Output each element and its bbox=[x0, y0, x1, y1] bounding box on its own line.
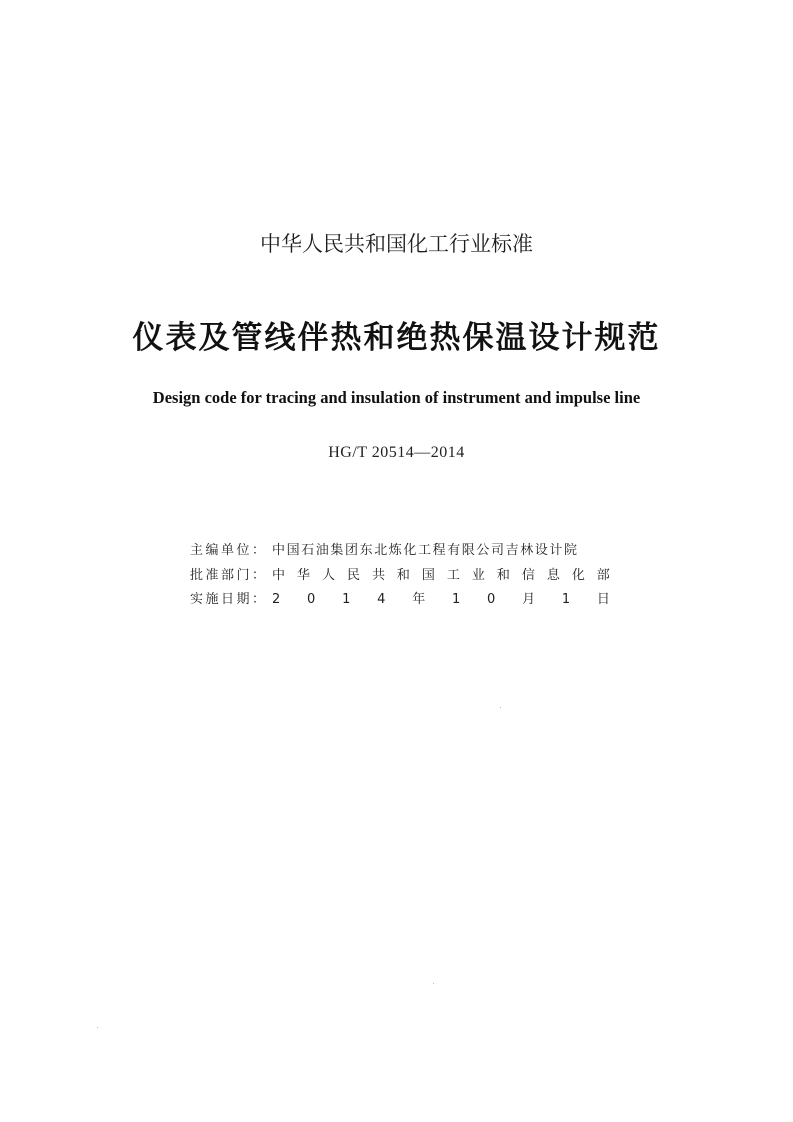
approver-char: 信 bbox=[521, 567, 535, 583]
approver-label: 批准部门： bbox=[190, 567, 268, 583]
date-char: 日 bbox=[596, 592, 610, 607]
approver-char: 华 bbox=[296, 567, 310, 583]
approver-value bbox=[272, 564, 610, 589]
editor-label: 主编单位： bbox=[190, 543, 268, 558]
date-char: 1 bbox=[451, 592, 461, 607]
approver-char: 民 bbox=[346, 567, 360, 583]
document-title-english: Design code for tracing and insulation of instrument and impulse line bbox=[152, 388, 641, 407]
publication-info bbox=[190, 539, 620, 613]
approver-char: 和 bbox=[496, 567, 510, 583]
approver-char: 工 bbox=[446, 567, 460, 583]
date-char: 1 bbox=[561, 592, 571, 607]
approver-char: 人 bbox=[321, 567, 335, 583]
date-char: 0 bbox=[487, 592, 496, 607]
approver-char: 息 bbox=[546, 567, 560, 583]
scan-speck bbox=[433, 983, 434, 984]
date-value bbox=[272, 588, 610, 613]
date-char: 4 bbox=[377, 592, 386, 607]
date-char: 年 bbox=[412, 592, 426, 607]
approver-char: 和 bbox=[396, 567, 410, 583]
editor-value: 中国石油集团东北炼化工程有限公司吉林设计院 bbox=[272, 543, 579, 558]
document-title-chinese: 仪表及管线伴热和绝热保温设计规范 bbox=[132, 320, 661, 356]
approver-char: 中 bbox=[272, 567, 286, 583]
scan-speck bbox=[500, 707, 501, 708]
date-char: 1 bbox=[342, 592, 351, 607]
approver-char: 化 bbox=[571, 567, 585, 583]
standard-code: HG/T 20514—2014 bbox=[328, 444, 465, 461]
standard-series-heading: 中华人民共和国化工行业标准 bbox=[260, 232, 533, 256]
approver-char: 业 bbox=[471, 567, 485, 583]
approver-row bbox=[190, 564, 620, 589]
date-char: 0 bbox=[307, 592, 316, 607]
editor-row bbox=[190, 539, 620, 564]
approver-char: 共 bbox=[371, 567, 385, 583]
approver-char: 国 bbox=[421, 567, 435, 583]
scan-speck bbox=[97, 1027, 98, 1028]
date-row bbox=[190, 588, 620, 613]
date-char: 月 bbox=[522, 592, 536, 607]
approver-char: 部 bbox=[596, 567, 610, 583]
date-label: 实施日期： bbox=[190, 592, 268, 607]
date-char: 2 bbox=[272, 592, 281, 607]
